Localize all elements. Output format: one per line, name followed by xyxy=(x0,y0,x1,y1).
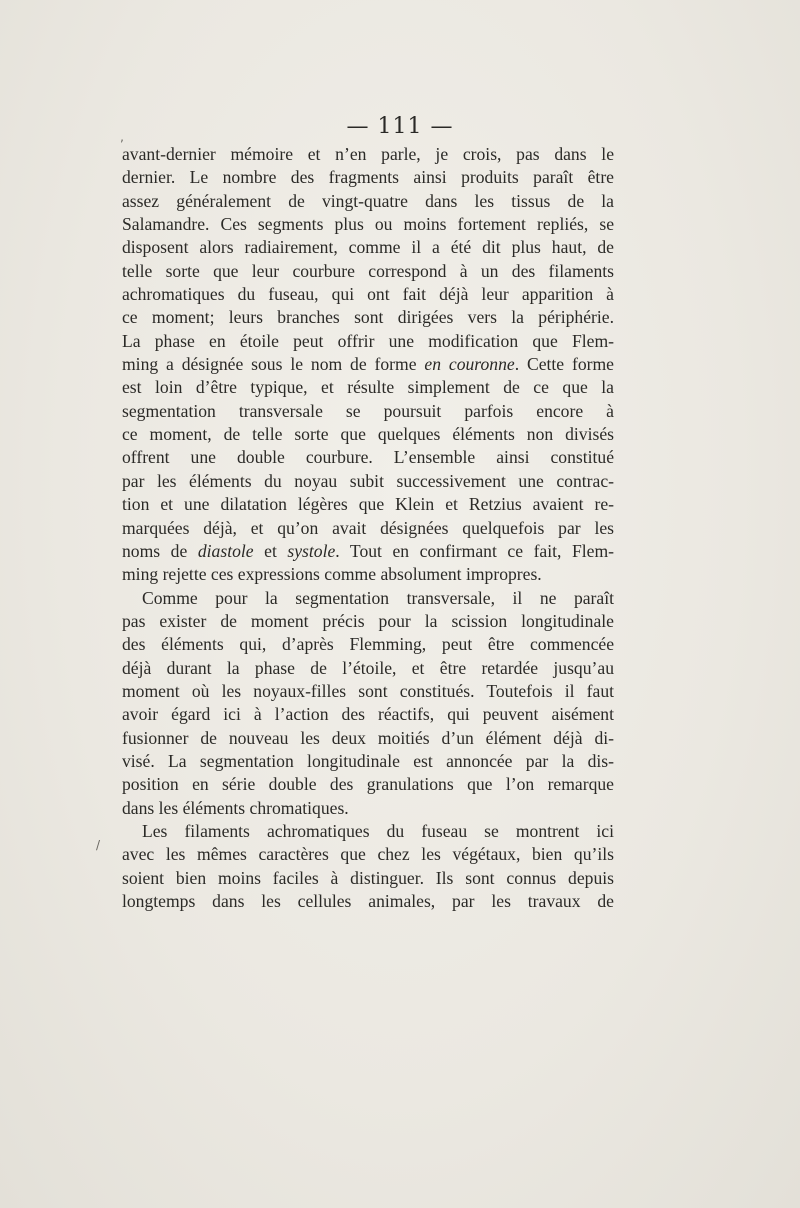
text-line: longtemps dans les cellules animales, par les travaux de xyxy=(122,891,614,911)
text-line: avoir égard ici à l’action des réactifs, qui peuvent aisément xyxy=(122,704,614,725)
text-line: visé. La segmentation longitudinale est annoncée par la dis- xyxy=(122,750,614,771)
text-fragment: ming a désignée sous le nom de forme xyxy=(122,354,425,375)
text-line: pas exister de moment précis pour la scission longitudinale xyxy=(122,610,614,631)
text-fragment: . Tout en confirmant ce fait, Flem- xyxy=(335,540,615,561)
text-line: ce moment, de telle sorte que quelques éléments non divisés xyxy=(122,424,614,445)
text-line: tion et une dilatation légères que Klein et Retzius avaient re- xyxy=(122,494,614,515)
italic-term: systole xyxy=(287,540,336,561)
text-line: assez généralement de vingt-quatre dans les tissus de la xyxy=(122,190,614,211)
text-line: moment où les noyaux-filles sont constitués. Toutefois il faut xyxy=(122,680,614,701)
text-line: telle sorte que leur courbure correspond à un des filaments xyxy=(122,260,614,281)
text-fragment: et xyxy=(253,540,288,561)
italic-term: en couronne xyxy=(424,354,515,375)
margin-speck: / xyxy=(96,838,101,852)
text-fragment: noms de xyxy=(122,540,198,561)
text-line: offrent une double courbure. L’ensemble ainsi constitué xyxy=(122,447,614,468)
text-line: soient bien moins faciles à distinguer. Ils sont connus depuis xyxy=(122,867,614,888)
body-text xyxy=(122,143,614,913)
text-line: ming rejette ces expressions comme absolument impropres. xyxy=(122,564,542,585)
text-line: disposent alors radiairement, comme il a été dit plus haut, de xyxy=(122,237,614,258)
text-line: des éléments qui, d’après Flemming, peut être commencée xyxy=(122,634,614,655)
italic-term: diastole xyxy=(197,540,254,561)
margin-speck: ‚ xyxy=(120,130,124,144)
text-line: Les filaments achromatiques du fuseau se montrent ici xyxy=(142,820,614,841)
text-line: position en série double des granulations que l’on remarque xyxy=(122,774,614,795)
text-line: avant-dernier mémoire et n’en parle, je crois, pas dans le xyxy=(122,144,614,164)
page-number: — 111 — xyxy=(346,114,454,139)
text-line: déjà durant la phase de l’étoile, et être retardée jusqu’au xyxy=(122,657,614,678)
text-line: Comme pour la segmentation transversale, il ne paraît xyxy=(142,587,614,608)
text-fragment: . Cette forme xyxy=(514,354,614,375)
text-line: La phase en étoile peut offrir une modification que Flem- xyxy=(122,330,614,351)
text-line: fusionner de nouveau les deux moitiés d’un élément déjà di- xyxy=(122,727,614,748)
text-line: ce moment; leurs branches sont dirigées vers la périphérie. xyxy=(122,307,614,328)
text-line: par les éléments du noyau subit successivement une contrac- xyxy=(122,470,614,491)
text-line: Salamandre. Ces segments plus ou moins fortement repliés, se xyxy=(122,214,614,235)
text-line: achromatiques du fuseau, qui ont fait déjà leur apparition à xyxy=(122,284,614,305)
text-line: segmentation transversale se poursuit parfois encore à xyxy=(122,400,614,421)
text-line: dans les éléments chromatiques. xyxy=(122,797,349,818)
text-line: marquées déjà, et qu’on avait désignées quelquefois par les xyxy=(122,517,614,538)
text-line xyxy=(122,540,614,563)
text-line: avec les mêmes caractères que chez les végétaux, bien qu’ils xyxy=(122,844,614,865)
text-line: est loin d’être typique, et résulte simplement de ce que la xyxy=(122,377,614,398)
text-line: dernier. Le nombre des fragments ainsi produits paraît être xyxy=(122,167,614,188)
text-line xyxy=(122,353,614,376)
